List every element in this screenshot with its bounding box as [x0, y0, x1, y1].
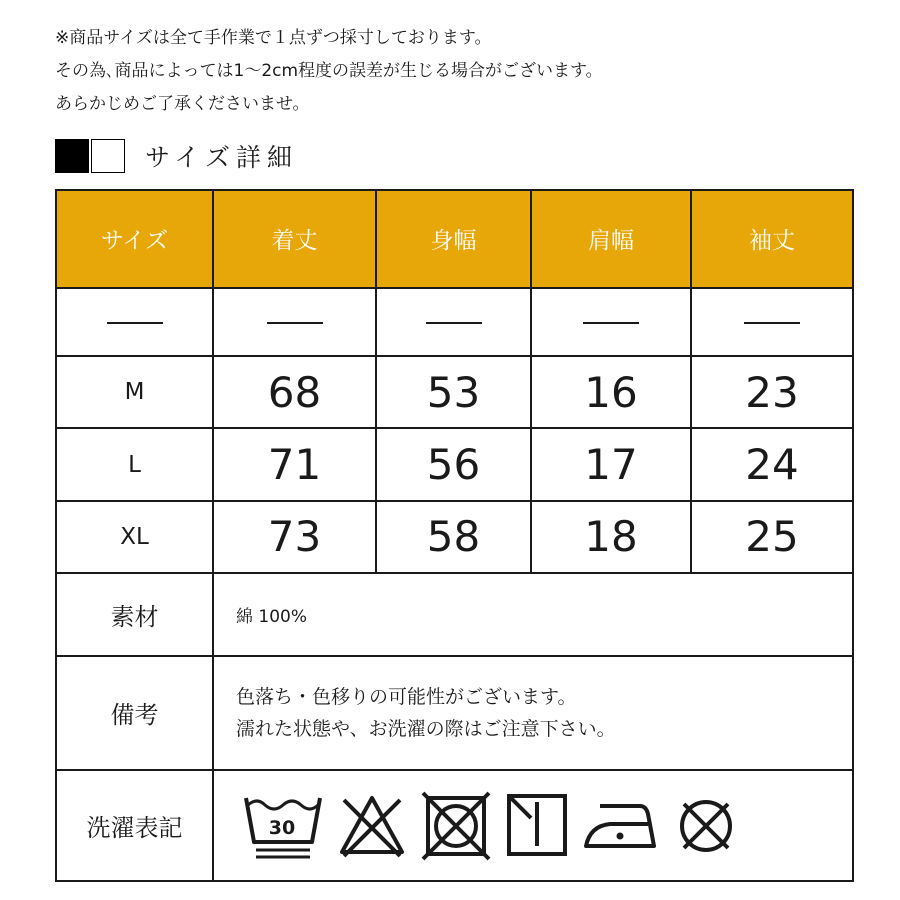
iron-low-icon — [582, 790, 660, 862]
value-cell: 24 — [691, 428, 853, 500]
table-header-row — [56, 190, 853, 288]
value-cell: 73 — [213, 501, 376, 573]
line-dry-shade-icon — [504, 790, 570, 862]
note-line-3: あらかじめご了承くださいませ。 — [55, 94, 310, 114]
note-line-2: その為､商品によっては1～2cm程度の誤差が生じる場合がございます。 — [55, 61, 603, 81]
value-cell: 16 — [531, 356, 691, 428]
remarks-line-1: 色落ち・色移りの可能性がございます。 — [236, 685, 577, 708]
care-row — [56, 770, 853, 881]
header-length: 着丈 — [213, 190, 376, 288]
care-icons — [236, 790, 852, 862]
value-cell: 53 — [376, 356, 531, 428]
value-cell: 18 — [531, 501, 691, 573]
dash-mark — [107, 322, 163, 324]
dash-mark — [744, 322, 800, 324]
value-cell: 58 — [376, 501, 531, 573]
material-row — [56, 573, 853, 655]
white-square-icon — [91, 139, 125, 173]
wash-30-gentle-icon — [242, 790, 324, 862]
no-bleach-icon — [336, 790, 408, 862]
header-sleeve: 袖丈 — [691, 190, 853, 288]
size-notes — [55, 22, 603, 121]
table-row-empty — [56, 288, 853, 356]
remarks-label: 備考 — [56, 656, 213, 771]
value-cell: 17 — [531, 428, 691, 500]
value-cell: 71 — [213, 428, 376, 500]
size-cell: XL — [56, 501, 213, 573]
header-shoulder: 肩幅 — [531, 190, 691, 288]
material-value: 綿 100% — [236, 606, 308, 627]
wash-temp-label: 30 — [268, 816, 296, 839]
table-row — [56, 501, 853, 573]
dash-mark — [426, 322, 482, 324]
dash-mark — [267, 322, 323, 324]
value-cell: 23 — [691, 356, 853, 428]
value-cell: 68 — [213, 356, 376, 428]
header-size: サイズ — [56, 190, 213, 288]
size-table — [55, 189, 854, 882]
size-cell: M — [56, 356, 213, 428]
header-width: 身幅 — [376, 190, 531, 288]
note-line-1: ※商品サイズは全て手作業で１点ずつ採寸しております。 — [55, 28, 492, 48]
care-label: 洗濯表記 — [56, 770, 213, 881]
section-heading — [55, 138, 298, 174]
value-cell: 56 — [376, 428, 531, 500]
remarks-line-2: 濡れた状態や、お洗濯の際はご注意下さい。 — [236, 717, 616, 740]
material-label: 素材 — [56, 573, 213, 655]
black-square-icon — [55, 139, 89, 173]
remarks-row — [56, 656, 853, 771]
dash-mark — [583, 322, 639, 324]
size-cell: L — [56, 428, 213, 500]
no-tumble-dry-icon — [420, 790, 492, 862]
no-dry-clean-icon — [672, 790, 740, 862]
value-cell: 25 — [691, 501, 853, 573]
table-row — [56, 356, 853, 428]
section-title: サイズ詳細 — [145, 143, 299, 172]
table-row — [56, 428, 853, 500]
